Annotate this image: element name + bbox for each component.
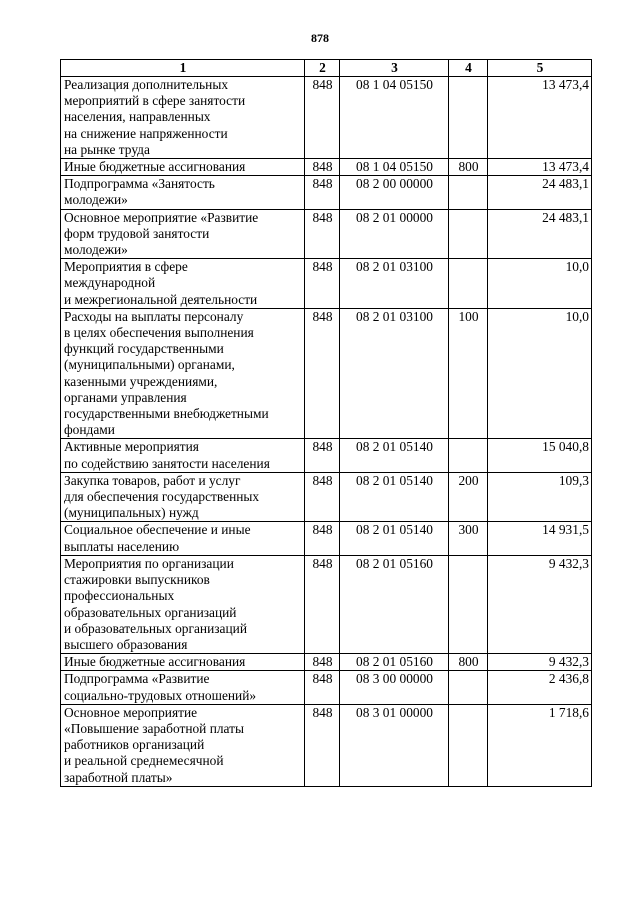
ministry-code-cell: 848 xyxy=(305,555,340,653)
amount-cell: 24 483,1 xyxy=(488,209,592,259)
expense-name-cell: Основное мероприятие «Развитие форм трудовой занятости молодежи» xyxy=(61,209,305,259)
table-row xyxy=(61,439,592,472)
amount-cell: 9 432,3 xyxy=(488,555,592,653)
amount-cell: 1 718,6 xyxy=(488,704,592,786)
expense-name-cell: Иные бюджетные ассигнования xyxy=(61,654,305,671)
ministry-code-cell: 848 xyxy=(305,704,340,786)
table-row xyxy=(61,654,592,671)
target-article-cell: 08 2 00 00000 xyxy=(340,176,449,209)
expense-name-cell: Реализация дополнительных мероприятий в сфере занятости населения, направленных на снижение напряженности на рынке труда xyxy=(61,77,305,159)
expense-name-cell: Закупка товаров, работ и услуг для обеспечения государственных (муниципальных) нужд xyxy=(61,472,305,522)
header-cell-4: 4 xyxy=(449,60,488,77)
target-article-cell: 08 2 01 05140 xyxy=(340,472,449,522)
table-row xyxy=(61,308,592,439)
budget-table xyxy=(60,59,592,787)
target-article-cell: 08 3 01 00000 xyxy=(340,704,449,786)
amount-cell: 15 040,8 xyxy=(488,439,592,472)
amount-cell: 13 473,4 xyxy=(488,159,592,176)
expense-type-cell xyxy=(449,671,488,704)
table-row xyxy=(61,522,592,555)
ministry-code-cell: 848 xyxy=(305,439,340,472)
amount-cell: 10,0 xyxy=(488,259,592,309)
target-article-cell: 08 2 01 05160 xyxy=(340,555,449,653)
expense-type-cell: 800 xyxy=(449,159,488,176)
target-article-cell: 08 2 01 00000 xyxy=(340,209,449,259)
expense-type-cell: 100 xyxy=(449,308,488,439)
ministry-code-cell: 848 xyxy=(305,77,340,159)
target-article-cell: 08 2 01 03100 xyxy=(340,259,449,309)
ministry-code-cell: 848 xyxy=(305,159,340,176)
expense-name-cell: Основное мероприятие «Повышение заработной платы работников организаций и реальной среднемесячной заработной платы» xyxy=(61,704,305,786)
table-row xyxy=(61,209,592,259)
expense-type-cell: 800 xyxy=(449,654,488,671)
target-article-cell: 08 3 00 00000 xyxy=(340,671,449,704)
target-article-cell: 08 2 01 05160 xyxy=(340,654,449,671)
expense-name-cell: Мероприятия по организации стажировки выпускников профессиональных образовательных организаций и образовательных организаций высшего образования xyxy=(61,555,305,653)
header-row xyxy=(61,60,592,77)
target-article-cell: 08 2 01 05140 xyxy=(340,522,449,555)
amount-cell: 109,3 xyxy=(488,472,592,522)
ministry-code-cell: 848 xyxy=(305,522,340,555)
amount-cell: 24 483,1 xyxy=(488,176,592,209)
expense-name-cell: Иные бюджетные ассигнования xyxy=(61,159,305,176)
ministry-code-cell: 848 xyxy=(305,308,340,439)
ministry-code-cell: 848 xyxy=(305,654,340,671)
table-row xyxy=(61,159,592,176)
table-row xyxy=(61,77,592,159)
page-number: 878 xyxy=(311,31,329,45)
amount-cell: 9 432,3 xyxy=(488,654,592,671)
amount-cell: 14 931,5 xyxy=(488,522,592,555)
target-article-cell: 08 2 01 03100 xyxy=(340,308,449,439)
expense-name-cell: Подпрограмма «Развитие социально-трудовых отношений» xyxy=(61,671,305,704)
ministry-code-cell: 848 xyxy=(305,671,340,704)
header-cell-5: 5 xyxy=(488,60,592,77)
table-row xyxy=(61,555,592,653)
table-row xyxy=(61,671,592,704)
ministry-code-cell: 848 xyxy=(305,176,340,209)
header-cell-2: 2 xyxy=(305,60,340,77)
expense-type-cell xyxy=(449,209,488,259)
ministry-code-cell: 848 xyxy=(305,259,340,309)
table-row xyxy=(61,472,592,522)
target-article-cell: 08 2 01 05140 xyxy=(340,439,449,472)
amount-cell: 13 473,4 xyxy=(488,77,592,159)
ministry-code-cell: 848 xyxy=(305,209,340,259)
expense-type-cell xyxy=(449,439,488,472)
target-article-cell: 08 1 04 05150 xyxy=(340,77,449,159)
table-row xyxy=(61,259,592,309)
table-row xyxy=(61,176,592,209)
expense-name-cell: Подпрограмма «Занятость молодежи» xyxy=(61,176,305,209)
table-row xyxy=(61,704,592,786)
expense-name-cell: Расходы на выплаты персоналу в целях обеспечения выполнения функций государственными (муниципальными) органами, казенными учреждениями, органами управления государственными внебюджетными фондами xyxy=(61,308,305,439)
expense-type-cell xyxy=(449,259,488,309)
expense-name-cell: Социальное обеспечение и иные выплаты населению xyxy=(61,522,305,555)
expense-name-cell: Активные мероприятия по содействию занятости населения xyxy=(61,439,305,472)
expense-type-cell xyxy=(449,704,488,786)
target-article-cell: 08 1 04 05150 xyxy=(340,159,449,176)
expense-type-cell xyxy=(449,555,488,653)
ministry-code-cell: 848 xyxy=(305,472,340,522)
table-body xyxy=(61,77,592,787)
expense-type-cell xyxy=(449,176,488,209)
header-cell-3: 3 xyxy=(340,60,449,77)
expense-type-cell: 200 xyxy=(449,472,488,522)
header-cell-1: 1 xyxy=(61,60,305,77)
expense-type-cell: 300 xyxy=(449,522,488,555)
amount-cell: 2 436,8 xyxy=(488,671,592,704)
amount-cell: 10,0 xyxy=(488,308,592,439)
expense-type-cell xyxy=(449,77,488,159)
expense-name-cell: Мероприятия в сфере международной и межрегиональной деятельности xyxy=(61,259,305,309)
